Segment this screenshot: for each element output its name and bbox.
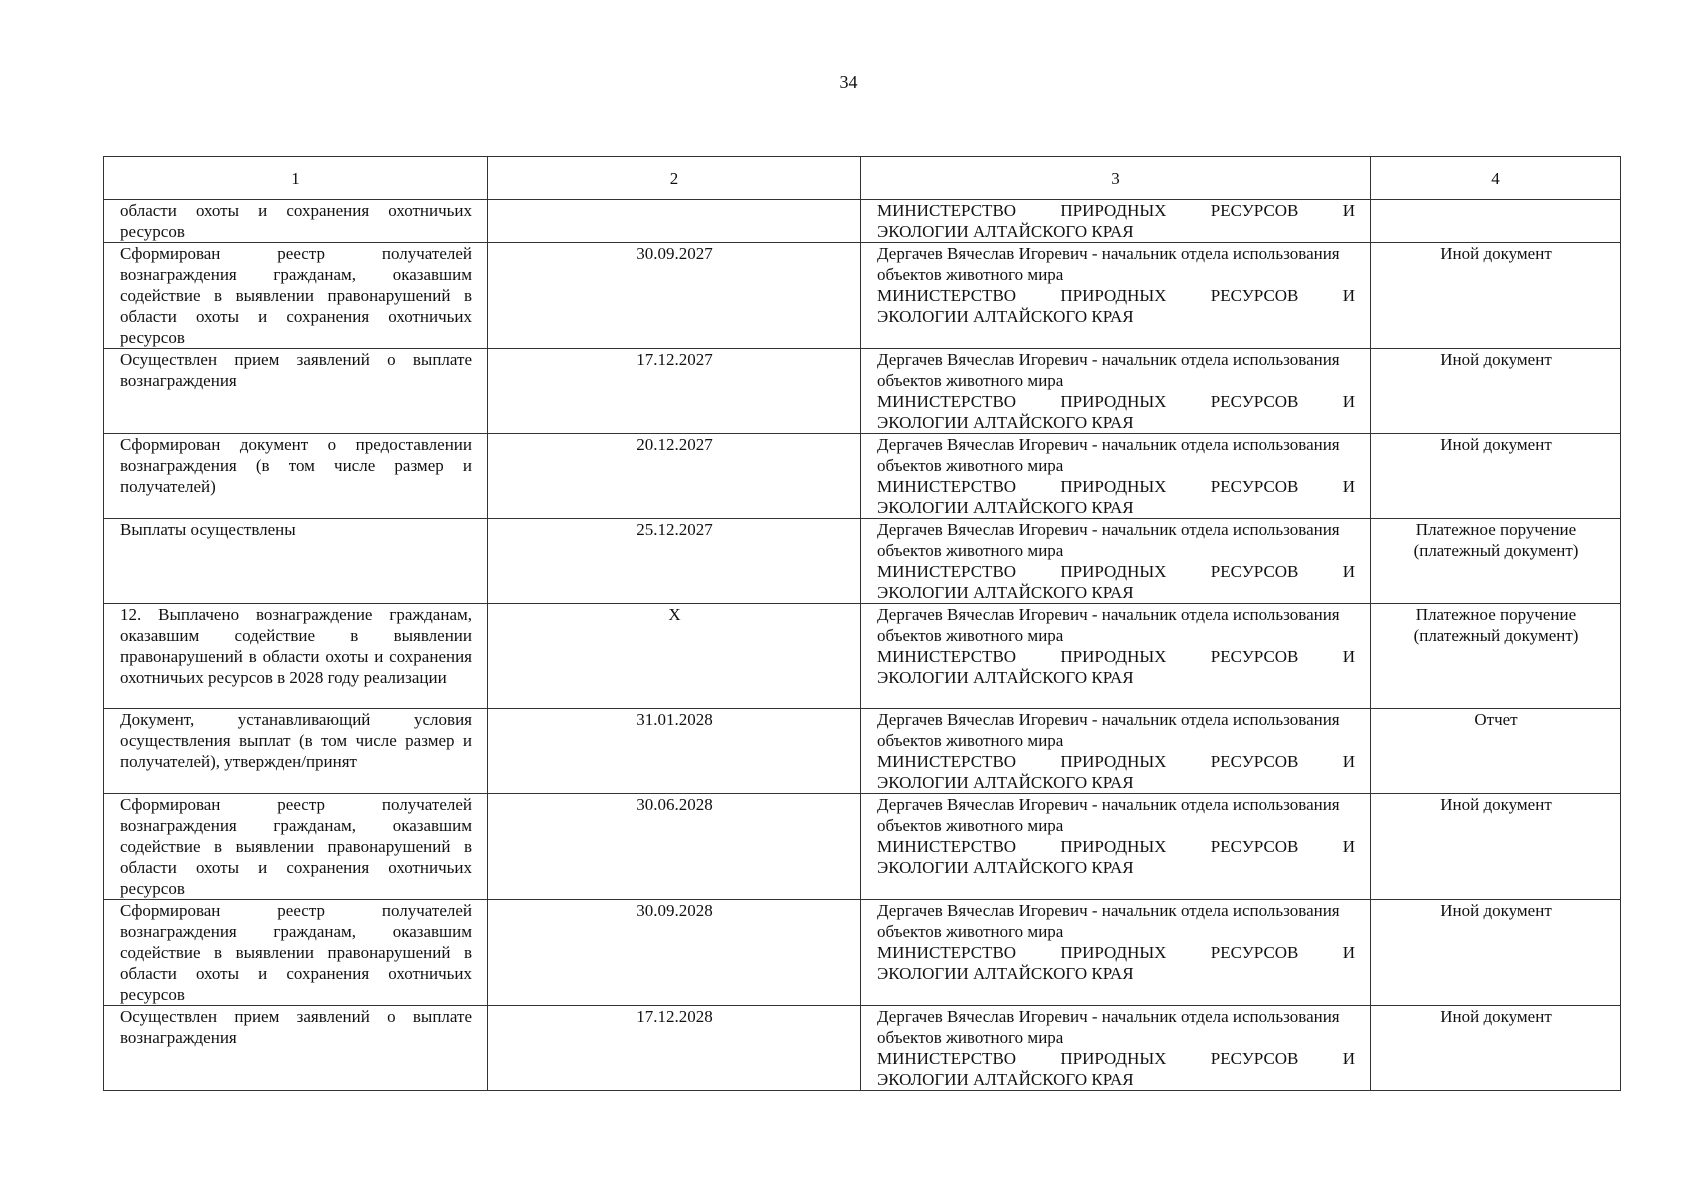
responsible-person: Дергачев Вячеслав Игоревич - начальник отдела использования объектов животного мира [877,605,1340,645]
responsible-person: Дергачев Вячеслав Игоревич - начальник отдела использования объектов животного мира [877,520,1340,560]
ministry-line-1: МИНИСТЕРСТВО ПРИРОДНЫХ РЕСУРСОВ И [877,201,1355,220]
date-cell: 17.12.2027 [488,349,861,434]
document-type-cell: Иной документ [1371,434,1621,519]
result-cell: области охоты и сохранения охотничьих ресурсов [104,200,488,243]
column-header-3: 3 [861,157,1371,200]
result-cell: Выплаты осуществлены [104,519,488,604]
ministry-line-2: ЭКОЛОГИИ АЛТАЙСКОГО КРАЯ [877,668,1134,687]
ministry-line-2: ЭКОЛОГИИ АЛТАЙСКОГО КРАЯ [877,222,1134,241]
responsible-person: Дергачев Вячеслав Игоревич - начальник отдела использования объектов животного мира [877,1007,1340,1047]
ministry-line-1: МИНИСТЕРСТВО ПРИРОДНЫХ РЕСУРСОВ И [877,837,1355,856]
ministry-line-1: МИНИСТЕРСТВО ПРИРОДНЫХ РЕСУРСОВ И [877,562,1355,581]
table-row [104,794,1621,900]
responsible-cell [861,709,1371,794]
ministry-line-1: МИНИСТЕРСТВО ПРИРОДНЫХ РЕСУРСОВ И [877,392,1355,411]
result-cell: Сформирован документ о предоставлении вознаграждения (в том числе размер и получателей) [104,434,488,519]
document-type-cell: Иной документ [1371,900,1621,1006]
responsible-cell [861,200,1371,243]
responsible-cell [861,519,1371,604]
responsible-person: Дергачев Вячеслав Игоревич - начальник отдела использования объектов животного мира [877,244,1340,284]
document-type-cell: Отчет [1371,709,1621,794]
ministry-name [877,476,1355,518]
document-type-cell [1371,200,1621,243]
date-cell: 25.12.2027 [488,519,861,604]
document-type-cell: Иной документ [1371,349,1621,434]
ministry-line-2: ЭКОЛОГИИ АЛТАЙСКОГО КРАЯ [877,858,1134,877]
column-header-2: 2 [488,157,861,200]
plan-table [103,156,1621,1091]
table-row [104,243,1621,349]
ministry-name [877,646,1355,688]
table-row [104,900,1621,1006]
ministry-line-1: МИНИСТЕРСТВО ПРИРОДНЫХ РЕСУРСОВ И [877,477,1355,496]
ministry-line-2: ЭКОЛОГИИ АЛТАЙСКОГО КРАЯ [877,964,1134,983]
column-header-1: 1 [104,157,488,200]
date-cell: 31.01.2028 [488,709,861,794]
ministry-line-1: МИНИСТЕРСТВО ПРИРОДНЫХ РЕСУРСОВ И [877,752,1355,771]
result-cell: Осуществлен прием заявлений о выплате вознаграждения [104,1006,488,1091]
column-header-4: 4 [1371,157,1621,200]
ministry-line-1: МИНИСТЕРСТВО ПРИРОДНЫХ РЕСУРСОВ И [877,286,1355,305]
ministry-name [877,942,1355,984]
document-type-cell: Платежное поручение (платежный документ) [1371,604,1621,709]
ministry-line-2: ЭКОЛОГИИ АЛТАЙСКОГО КРАЯ [877,773,1134,792]
ministry-name [877,200,1355,242]
document-type-cell: Платежное поручение (платежный документ) [1371,519,1621,604]
ministry-name [877,391,1355,433]
document-type-cell: Иной документ [1371,243,1621,349]
table-row [104,1006,1621,1091]
date-cell [488,200,861,243]
responsible-cell [861,900,1371,1006]
document-type-cell: Иной документ [1371,794,1621,900]
responsible-cell [861,1006,1371,1091]
responsible-cell [861,604,1371,709]
date-cell: 30.09.2028 [488,900,861,1006]
ministry-line-2: ЭКОЛОГИИ АЛТАЙСКОГО КРАЯ [877,307,1134,326]
responsible-person: Дергачев Вячеслав Игоревич - начальник отдела использования объектов животного мира [877,435,1340,475]
table-row [104,709,1621,794]
date-cell: 17.12.2028 [488,1006,861,1091]
responsible-person: Дергачев Вячеслав Игоревич - начальник отдела использования объектов животного мира [877,901,1340,941]
date-cell: X [488,604,861,709]
ministry-name [877,285,1355,327]
ministry-name [877,836,1355,878]
responsible-person: Дергачев Вячеслав Игоревич - начальник отдела использования объектов животного мира [877,795,1340,835]
ministry-name [877,561,1355,603]
table-row [104,349,1621,434]
document-type-cell: Иной документ [1371,1006,1621,1091]
date-cell: 30.09.2027 [488,243,861,349]
responsible-cell [861,349,1371,434]
table-row [104,604,1621,709]
date-cell: 30.06.2028 [488,794,861,900]
table-row [104,434,1621,519]
result-cell: Документ, устанавливающий условия осуществления выплат (в том числе размер и получателей), утвержден/принят [104,709,488,794]
ministry-line-2: ЭКОЛОГИИ АЛТАЙСКОГО КРАЯ [877,583,1134,602]
ministry-line-1: МИНИСТЕРСТВО ПРИРОДНЫХ РЕСУРСОВ И [877,943,1355,962]
ministry-name [877,1048,1355,1090]
responsible-cell [861,434,1371,519]
result-cell: Сформирован реестр получателей вознаграждения гражданам, оказавшим содействие в выявлении правонарушений в области охоты и сохранения охотничьих ресурсов [104,794,488,900]
responsible-person: Дергачев Вячеслав Игоревич - начальник отдела использования объектов животного мира [877,710,1340,750]
ministry-line-2: ЭКОЛОГИИ АЛТАЙСКОГО КРАЯ [877,1070,1134,1089]
result-cell: Осуществлен прием заявлений о выплате вознаграждения [104,349,488,434]
ministry-line-1: МИНИСТЕРСТВО ПРИРОДНЫХ РЕСУРСОВ И [877,647,1355,666]
ministry-line-1: МИНИСТЕРСТВО ПРИРОДНЫХ РЕСУРСОВ И [877,1049,1355,1068]
result-cell: Сформирован реестр получателей вознаграждения гражданам, оказавшим содействие в выявлении правонарушений в области охоты и сохранения охотничьих ресурсов [104,243,488,349]
responsible-cell [861,794,1371,900]
table-body [104,200,1621,1091]
table-row [104,200,1621,243]
table-header-row [104,157,1621,200]
result-cell: Сформирован реестр получателей вознаграждения гражданам, оказавшим содействие в выявлении правонарушений в области охоты и сохранения охотничьих ресурсов [104,900,488,1006]
table-row [104,519,1621,604]
responsible-cell [861,243,1371,349]
page-number: 34 [839,72,858,92]
responsible-person: Дергачев Вячеслав Игоревич - начальник отдела использования объектов животного мира [877,350,1340,390]
result-cell: 12. Выплачено вознаграждение гражданам, оказавшим содействие в выявлении правонарушений в области охоты и сохранения охотничьих ресурсов в 2028 году реализации [104,604,488,709]
ministry-line-2: ЭКОЛОГИИ АЛТАЙСКОГО КРАЯ [877,413,1134,432]
ministry-name [877,751,1355,793]
date-cell: 20.12.2027 [488,434,861,519]
ministry-line-2: ЭКОЛОГИИ АЛТАЙСКОГО КРАЯ [877,498,1134,517]
